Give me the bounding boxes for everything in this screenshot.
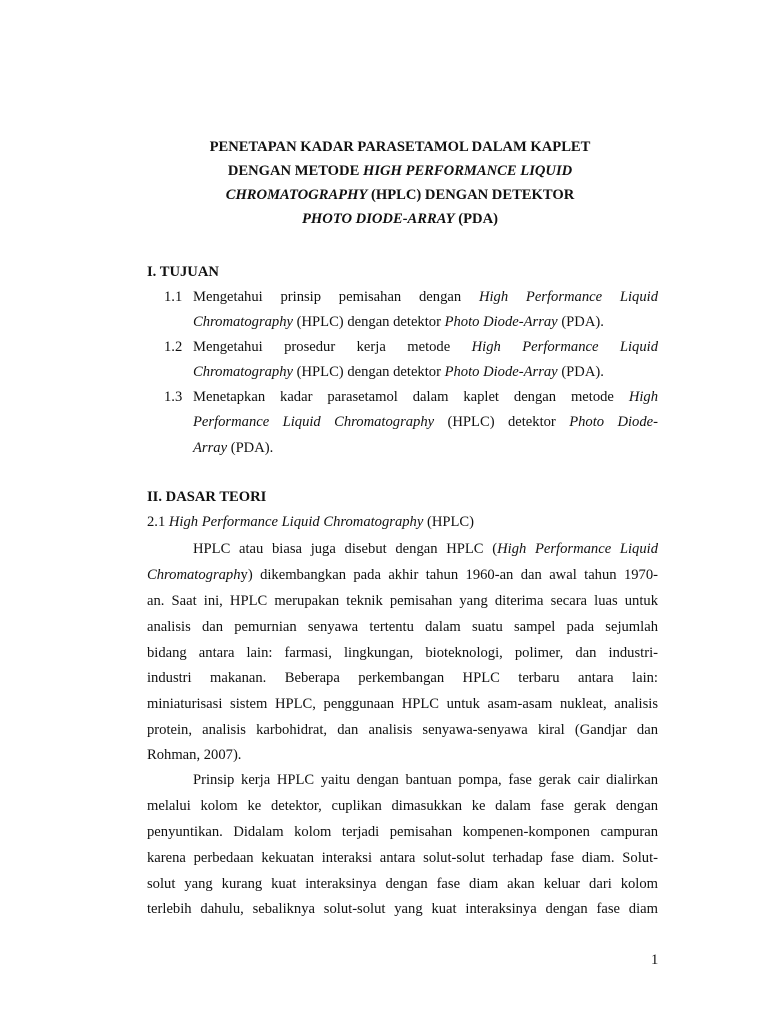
title-line-2: DENGAN METODE HIGH PERFORMANCE LIQUID: [227, 163, 573, 179]
paragraph-line: Rohman, 2007).: [147, 747, 242, 763]
paragraph-line: Prinsip kerja HPLC yaitu dengan bantuan pompa, fase gerak cair dialirkan: [193, 772, 658, 788]
paragraph-line: protein, analisis karbohidrat, dan analisis senyawa-senyawa kiral (Gandjar dan: [147, 722, 658, 738]
item-text-line: Performance Liquid Chromatography (HPLC) detektor Photo Diode-: [193, 414, 658, 430]
page-number: 1: [651, 952, 659, 968]
paragraph-line: miniaturisasi sistem HPLC, penggunaan HPLC untuk asam-asam nukleat, analisis: [147, 696, 658, 712]
paragraph-line: karena perbedaan kekuatan interaksi antara solut-solut terhadap fase diam. Solut-: [147, 850, 658, 866]
title-line-3: CHROMATOGRAPHY (HPLC) DENGAN DETEKTOR: [225, 187, 575, 203]
item-text-line: Menetapkan kadar parasetamol dalam kaplet dengan metode High: [193, 389, 658, 405]
subsection-title: 2.1 High Performance Liquid Chromatography (HPLC): [147, 514, 475, 530]
paragraph-line: melalui kolom ke detektor, cuplikan dimasukkan ke dalam fase gerak dengan: [147, 798, 658, 814]
item-text-line: Mengetahui prosedur kerja metode High Performance Liquid: [193, 339, 659, 355]
paragraph-line: terlebih dahulu, sebaliknya solut-solut yang kuat interaksinya dengan fase diam: [147, 901, 658, 917]
item-text-line: Chromatography (HPLC) dengan detektor Photo Diode-Array (PDA).: [193, 314, 604, 330]
paragraph-line: solut yang kurang kuat interaksinya dengan fase diam akan keluar dari kolom: [147, 876, 658, 892]
title-line-4: PHOTO DIODE-ARRAY (PDA): [302, 211, 498, 227]
paragraph-line: HPLC atau biasa juga disebut dengan HPLC (High Performance Liquid: [193, 541, 658, 557]
paragraph-line: bidang antara lain: farmasi, lingkungan, bioteknologi, polimer, dan industri-: [147, 645, 658, 661]
paragraph-line: Chromatography) dikembangkan pada akhir tahun 1960-an dan awal tahun 1970-: [147, 567, 658, 583]
title-line-1: PENETAPAN KADAR PARASETAMOL DALAM KAPLET: [209, 139, 591, 155]
paragraph-line: an. Saat ini, HPLC merupakan teknik pemisahan yang diterima secara luas untuk: [147, 593, 658, 609]
paragraph-line: industri makanan. Beberapa perkembangan HPLC terbaru antara lain:: [147, 670, 658, 686]
section-heading-dasar-teori: II. DASAR TEORI: [147, 489, 267, 505]
item-text-line: Chromatography (HPLC) dengan detektor Photo Diode-Array (PDA).: [193, 364, 604, 380]
item-number: 1.2: [164, 339, 183, 355]
paragraph-line: analisis dan pemurnian senyawa tertentu dalam suatu sampel pada sejumlah: [147, 619, 658, 635]
item-text-line: Array (PDA).: [193, 440, 274, 456]
item-number: 1.3: [164, 389, 183, 405]
item-number: 1.1: [164, 289, 183, 305]
paragraph-line: penyuntikan. Didalam kolom terjadi pemisahan kompenen-komponen campuran: [147, 824, 658, 840]
document-title: [140, 135, 660, 231]
item-text-line: Mengetahui prinsip pemisahan dengan High Performance Liquid: [193, 289, 658, 305]
section-heading-tujuan: I. TUJUAN: [147, 264, 219, 280]
